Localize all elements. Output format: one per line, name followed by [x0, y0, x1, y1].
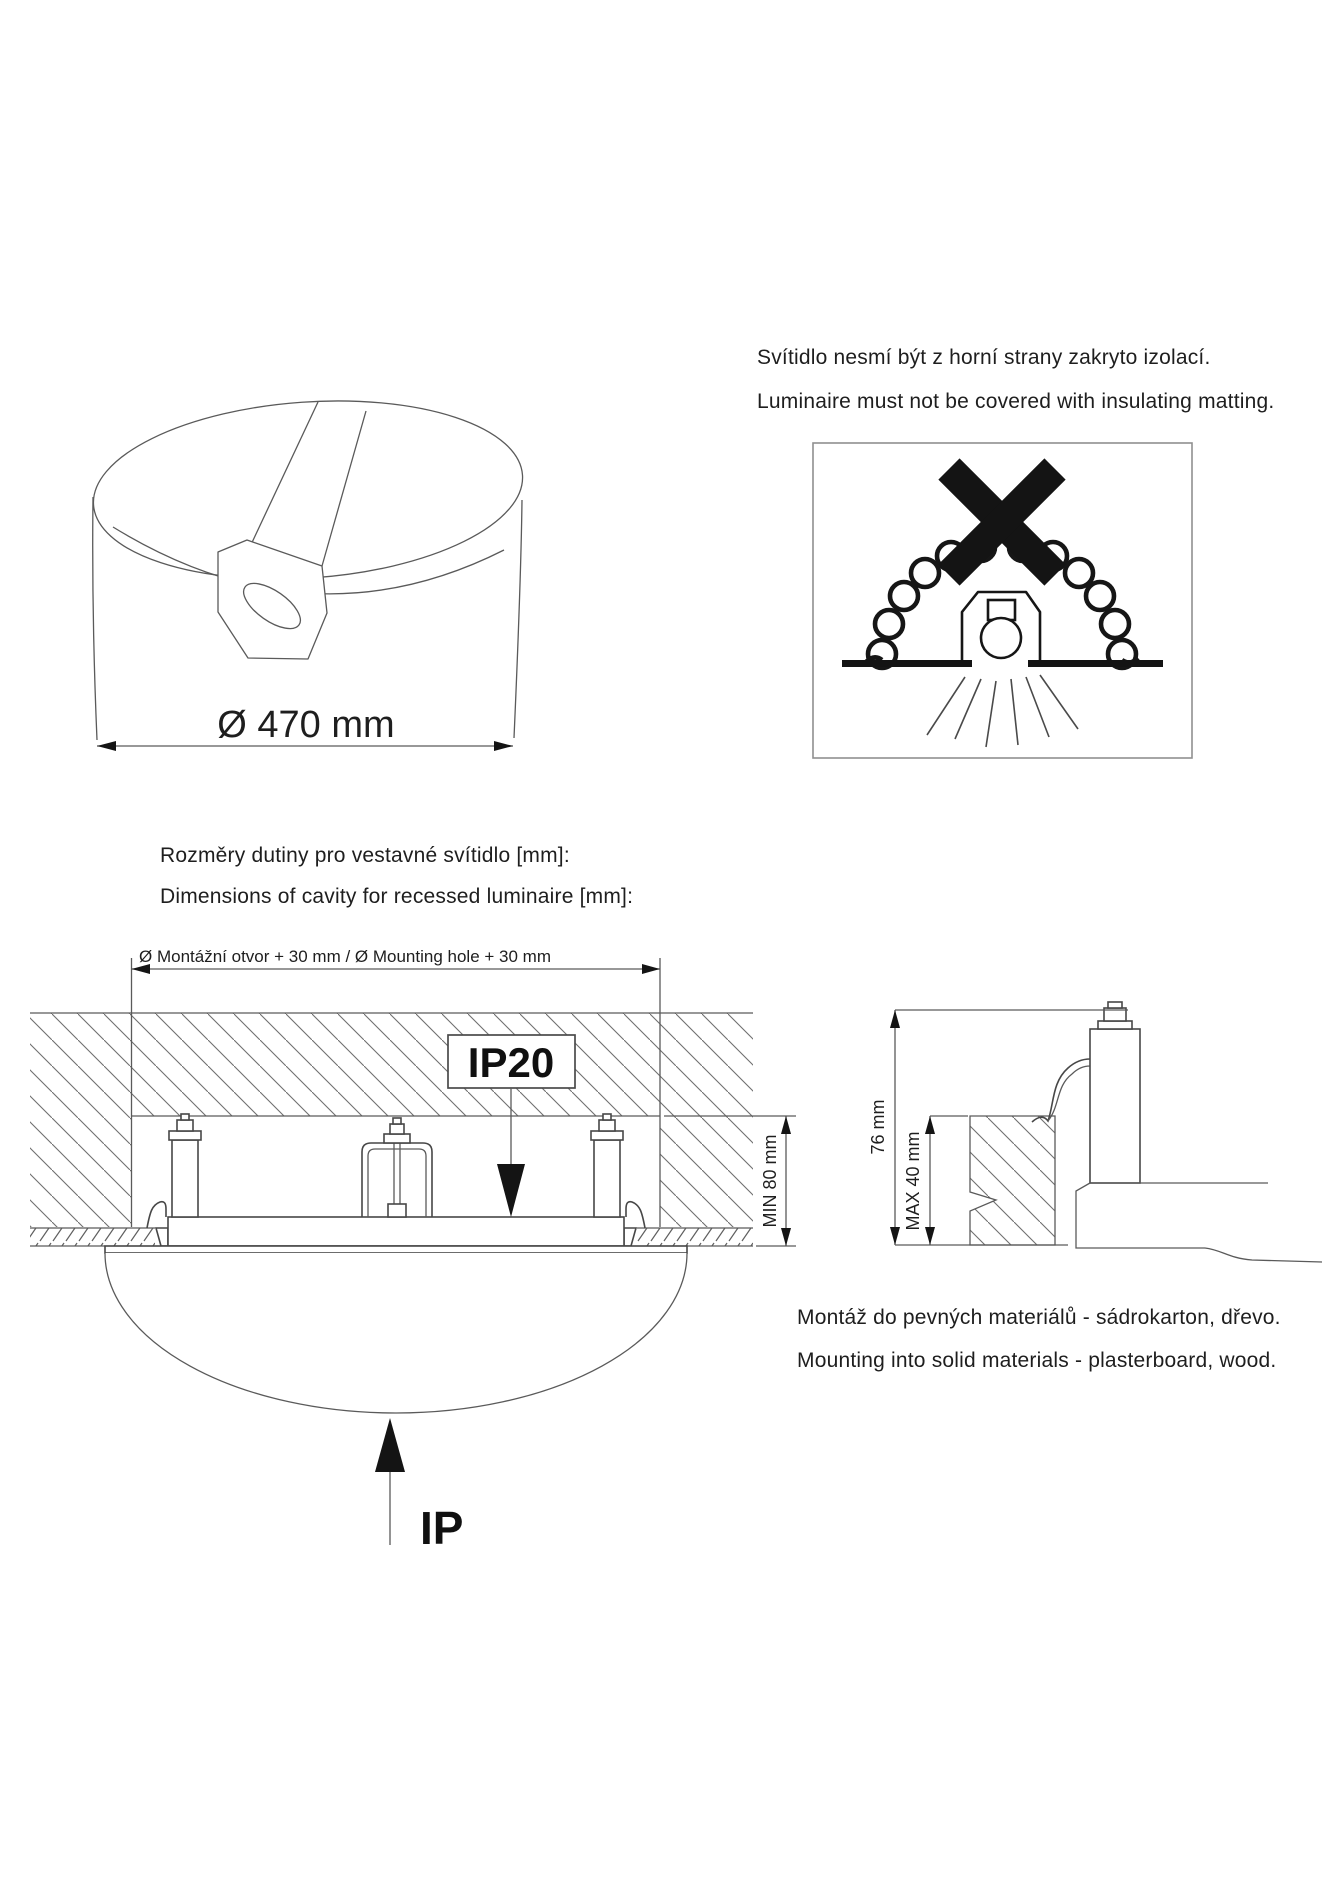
- insulation-note-cs: Svítidlo nesmí být z horní strany zakryto izolací.: [757, 346, 1211, 369]
- ip20-value: IP20: [467, 1039, 555, 1086]
- diameter-dimension: [97, 704, 513, 751]
- ip-label: IP: [420, 1502, 464, 1554]
- luminaire-section: [105, 1114, 687, 1413]
- board-section: [970, 1116, 1055, 1245]
- height-76-label: 76 mm: [868, 1099, 888, 1155]
- hole-width-dimension: [132, 947, 661, 974]
- luminaire-base-plate: [168, 1217, 624, 1246]
- knife-icon: [218, 402, 366, 659]
- hole-width-label: Ø Montážní otvor + 30 mm / Ø Mounting hole + 30 mm: [139, 947, 551, 966]
- mounting-note-cs: Montáž do pevných materiálů - sádrokarton, dřevo.: [797, 1306, 1281, 1329]
- ceiling-strip-right: [637, 1228, 753, 1246]
- ip20-arrow-icon: [497, 1164, 525, 1217]
- figure-clip-detail: [868, 1002, 1322, 1262]
- mounting-bolt-left: [169, 1114, 201, 1217]
- cavity-note-en: Dimensions of cavity for recessed luminaire [mm]:: [160, 885, 634, 908]
- max-40-label: MAX 40 mm: [903, 1131, 923, 1231]
- insulation-note-en: Luminaire must not be covered with insulating matting.: [757, 390, 1275, 413]
- mounting-note-en: Mounting into solid materials - plasterboard, wood.: [797, 1349, 1277, 1372]
- glass-dome: [105, 1253, 687, 1413]
- spring-clip-right: [626, 1202, 645, 1228]
- recessed-lamp-icon: [962, 592, 1040, 665]
- hole-wall-right: [514, 500, 522, 738]
- ceiling-bar-left: [842, 660, 972, 667]
- luminaire-edge: [1076, 1183, 1322, 1262]
- ceiling-strip-left: [30, 1228, 155, 1246]
- figure-mounting-hole-3d: [87, 387, 528, 751]
- min-depth-label: MIN 80 mm: [760, 1134, 780, 1228]
- center-bracket: [362, 1118, 432, 1217]
- spring-clip-left: [147, 1202, 166, 1228]
- plate-step-left: [156, 1228, 168, 1246]
- diameter-value: Ø 470 mm: [217, 704, 395, 746]
- no-insulation-pictogram: [813, 443, 1192, 758]
- cavity-note-cs: Rozměry dutiny pro vestavné svítidlo [mm]:: [160, 844, 570, 867]
- clip-post: [1090, 1002, 1140, 1183]
- ceiling-bar-right: [1028, 660, 1163, 667]
- ip-callout: [375, 1418, 463, 1554]
- ip20-callout: [448, 1035, 575, 1217]
- hole-wall-left: [93, 497, 97, 740]
- plate-step-right: [624, 1228, 636, 1246]
- figure-recessed-section: [30, 947, 796, 1554]
- ip-arrow-icon: [375, 1418, 405, 1472]
- trim-ring: [105, 1246, 687, 1253]
- ceiling-slab-hatch: [30, 1013, 753, 1227]
- mounting-bolt-right: [591, 1114, 623, 1217]
